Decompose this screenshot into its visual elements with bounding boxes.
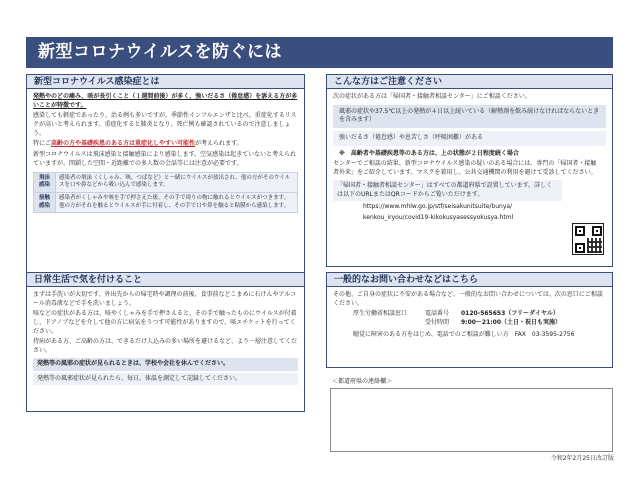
handwash-text: まずは手洗いが大切です。外出先からの帰宅時や調理の前後、食事前などこまめに石けんやアルコール消毒液などで手を洗いましょう。	[33, 291, 297, 307]
daily-life-heading: 日常生活で気を付けること	[27, 273, 304, 287]
caution-heading: こんな方はご注意ください	[327, 75, 612, 89]
general-heading: 一般的なお問い合わせなどはこちら	[327, 273, 612, 287]
table-row	[34, 172, 298, 192]
transmission-route-table	[33, 172, 298, 214]
page-title: 新型コロナウイルスを防ぐには	[26, 37, 613, 68]
symptom-fever: 風邪の症状や37.5℃以上の発熱が４日以上続いている（解熱剤を飲み続けなければならないときを含みます）	[333, 105, 606, 128]
revision-date: 令和2年2月25日改訂版	[550, 455, 614, 462]
qr-code-icon[interactable]	[572, 223, 604, 255]
hours-label: 受付時間	[425, 319, 450, 327]
center-description: センターでご相談の結果、新型コロナウイルス感染の疑いのある場合には、専門の「帰国者・接触者外来」をご紹介しています。マスクを着用し、公共交通機関の利用を避けて受診してください。	[333, 160, 597, 177]
prefecture-contact-label: ＜都道府県の連絡欄＞	[332, 378, 393, 385]
route-desc: 感染者の飛沫（くしゃみ、咳、つばなど）と一緒にウイルスが放出され、他の方がそのウイルスを口や鼻などから吸い込んで感染します。	[56, 172, 298, 192]
temperature-notice: 発熱等の風邪症状が見られたら、毎日、体温を測定して記録してください。	[33, 373, 298, 386]
route-desc: 感染者がくしゃみや咳を手で押さえた後、その手で周りの物に触れるとウイルスがつきます。他の方がそれを触るとウイルスが手に付着し、その手で口や鼻を触ると粘膜から感染します。	[56, 192, 298, 212]
org-name: 厚生労働省相談窓口	[353, 310, 408, 318]
general-inquiry-panel	[326, 272, 613, 368]
phone-number[interactable]: 0120-565653（フリーダイヤル）	[461, 310, 559, 318]
center-info: 「帰国者・接触者相談センター」はすべての都道府県で設置しています。詳しくは以下のURLまたはQRコードからご覧いただけます。	[333, 180, 562, 201]
crowd-avoid-text: 持病がある方、ご高齢の方は、できるだけ人込みの多い場所を避けるなど、より一層注意してください。	[33, 338, 298, 355]
center-url-line2[interactable]: kenkou_iryou/covid19-kikokusyasessyokusya.html	[363, 213, 514, 221]
disease-elderly-text: 特にご高齢の方や基礎疾患のある方は重症化しやすい可能性が考えられます。	[33, 140, 243, 148]
center-url-line1[interactable]: https://www.mhlw.go.jp/stf/seisakunitsuite/bunya/	[363, 203, 513, 211]
phone-label: 電話番号	[425, 310, 450, 318]
disease-heading: 新型コロナウイルス感染症とは	[27, 75, 304, 89]
stay-home-notice: 発熱等の風邪の症状が見られるときは、学校や会社を休んでください。	[33, 358, 298, 371]
table-row	[34, 192, 298, 212]
fax-info: 聴覚に障害のある方をはじめ、電話でのご相談が難しい方 FAX 03-3595-2756	[353, 330, 575, 338]
route-label: 接触感染	[34, 192, 56, 212]
disease-risk-text: 感染しても軽症であったり、治る例も多いですが、季節性インフルエンザと比べ、重症化するリスクが高いと考えられます。重症化すると肺炎となり、死亡例も確認されているので注意しましょう。	[33, 112, 297, 137]
general-intro: その他、ご自身の症状に不安がある場合など、一般的なお問い合わせについては、次の窓口にご相談ください。	[333, 291, 603, 307]
elderly-note: ※ 高齢者や基礎疾患等のある方は、上の状態が２日程度続く場合	[339, 149, 519, 157]
contact-hours-row	[353, 319, 606, 328]
caution-panel	[326, 74, 613, 267]
disease-transmission-text: 新型コロナウイルスは飛沫感染と接触感染により感染します。空気感染は起きていないと考えられていますが、閉鎖した空間・近距離での多人数の会話等には注意が必要です。	[33, 151, 297, 167]
route-label: 飛沫感染	[34, 172, 56, 192]
daily-life-panel	[26, 272, 305, 412]
disease-feature-text: 発熱やのどの痛み、咳が長引くこと（１週間前後）が多く、強いだるさ（倦怠感）を訴える方が多いことが特徴です。	[33, 93, 298, 109]
caution-intro: 次の症状がある方は「帰国者・接触者相談センター」にご相談ください。	[333, 93, 531, 100]
disease-panel	[26, 74, 305, 274]
contact-phone-row	[353, 310, 606, 319]
prefecture-contact-box	[330, 388, 613, 452]
symptom-fatigue: 強いだるさ（倦怠感）や息苦しさ（呼吸困難）がある	[333, 131, 606, 146]
cough-etiquette-text: 咳などの症状がある方は、咳やくしゃみを手で押さえると、その手で触ったものにウイルスが付着し、ドアノブなどを介して他の方に病気をうつす可能性がありますので、咳エチケットを行ってください。	[33, 310, 297, 335]
hours-value: 9:00〜21:00（土日・祝日も実施）	[461, 319, 562, 327]
